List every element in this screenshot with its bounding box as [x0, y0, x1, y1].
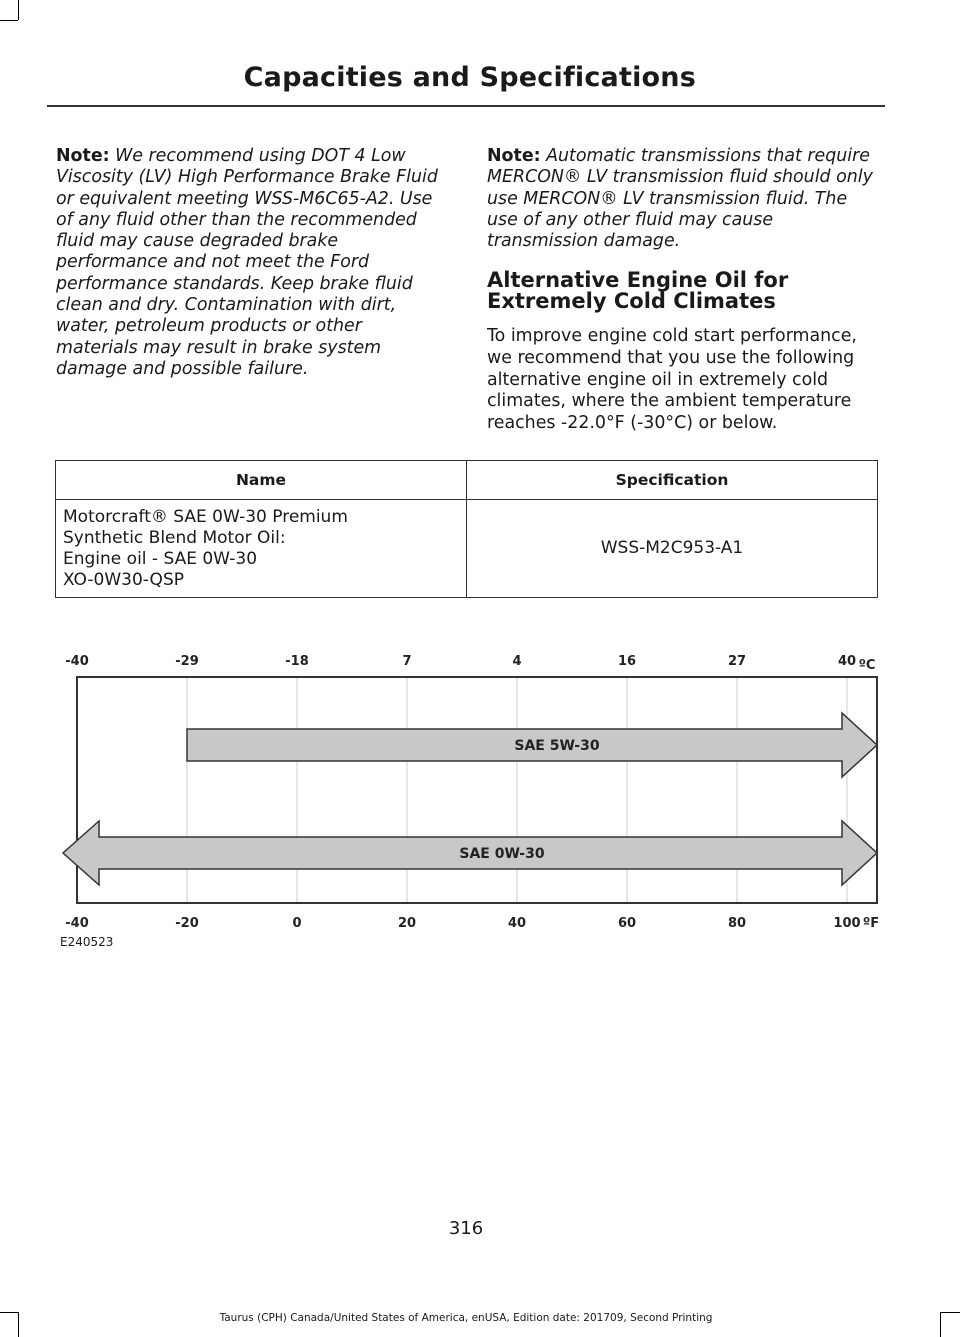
crop-mark [0, 20, 18, 21]
bottom-tick-label: 40 [507, 916, 527, 931]
oil-spec-cell: WSS-M2C953-A1 [467, 500, 878, 598]
top-tick-label: 7 [402, 654, 412, 669]
table-row [56, 500, 878, 598]
series-label: SAE 5W-30 [514, 738, 600, 754]
note-text: Automatic transmissions that require MERCON® LV transmission fluid should only use MERCON® LV transmission fluid. The use of any other fluid may cause transmission damage. [487, 146, 873, 252]
bottom-tick-label: -40 [65, 916, 89, 931]
bottom-tick-label: 0 [292, 916, 302, 931]
oil-name-line: Engine oil - SAE 0W-30 [63, 548, 258, 569]
oil-name-line: Motorcraft® SAE 0W-30 Premium [63, 506, 348, 527]
oil-name-cell [56, 500, 467, 598]
top-tick-label: 4 [512, 654, 522, 669]
top-axis-unit: ºC [858, 658, 876, 673]
bottom-axis-unit: ºF [862, 916, 880, 931]
left-column [56, 146, 446, 380]
crop-mark [940, 1312, 960, 1313]
column-header-specification: Specification [467, 461, 878, 500]
top-tick-label: 40 [837, 654, 857, 669]
bottom-tick-label: 100 [833, 916, 861, 931]
note-label: Note: [487, 146, 541, 166]
header-rule [47, 105, 885, 107]
top-tick-label: 16 [617, 654, 637, 669]
footer-text: Taurus (CPH) Canada/United States of America, enUSA, Edition date: 201709, Second Printing [219, 1312, 713, 1324]
top-tick-label: -40 [65, 654, 89, 669]
right-column [487, 146, 883, 434]
page-number: 316 [448, 1218, 484, 1239]
oil-spec-table [55, 460, 878, 598]
bottom-tick-label: 20 [397, 916, 417, 931]
oil-name-line: Synthetic Blend Motor Oil: [63, 527, 286, 548]
series-label: SAE 0W-30 [459, 846, 545, 862]
figure-id: E240523 [60, 935, 114, 949]
top-tick-label: -29 [175, 654, 199, 669]
transmission-note [487, 146, 883, 252]
crop-mark [18, 0, 19, 20]
note-label: Note: [56, 146, 110, 166]
bottom-tick-label: -20 [175, 916, 199, 931]
crop-mark [940, 1312, 941, 1337]
table-header-row [56, 461, 878, 500]
column-header-name: Name [56, 461, 467, 500]
bottom-tick-label: 80 [727, 916, 747, 931]
section-heading-line: Extremely Cold Climates [487, 289, 776, 314]
section-body: To improve engine cold start performance, we recommend that you use the following alternative engine oil in extremely cold climates, where the ambient temperature reaches -22.0°F (-30°C) or below. [487, 326, 857, 433]
section-heading-line: Alternative Engine Oil for [487, 268, 789, 293]
oil-name-line: XO-0W30-QSP [63, 569, 184, 590]
page-title: Capacities and Specifications [243, 62, 696, 93]
brake-fluid-note [56, 146, 446, 380]
bottom-tick-label: 60 [617, 916, 637, 931]
oil-viscosity-temperature-chart [55, 645, 885, 935]
section-heading [487, 270, 883, 312]
top-tick-label: -18 [285, 654, 309, 669]
top-tick-label: 27 [727, 654, 747, 669]
note-text: We recommend using DOT 4 Low Viscosity (LV) High Performance Brake Fluid or equivalent meeting WSS-M6C65-A2. Use of any fluid other than the recommended fluid may cause degraded brake performance and not meet the Ford performance standards. Keep brake fluid clean and dry. Contamination with dirt, water, petroleum products or other materials may result in brake system damage and possible failure. [56, 146, 438, 379]
